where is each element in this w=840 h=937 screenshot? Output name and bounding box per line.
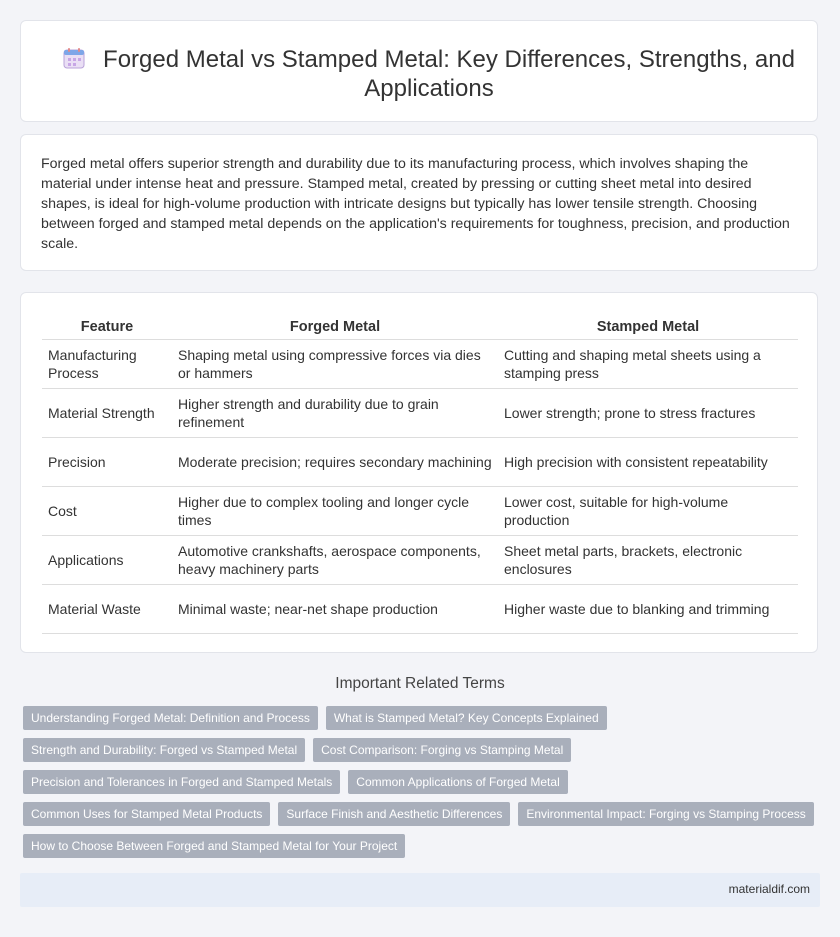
related-term-link[interactable]: Common Applications of Forged Metal [348,770,567,794]
related-term-link[interactable]: Environmental Impact: Forging vs Stamping Process [518,802,813,826]
tag-row [23,738,823,764]
table-row [42,585,798,634]
footer-site[interactable]: materialdif.com [728,882,810,896]
table-header-row [42,315,798,340]
cell-feature: Manufacturing Process [42,340,172,389]
header-feature: Feature [42,315,172,340]
tag-row [23,706,823,732]
calendar-icon [63,47,85,69]
related-term-link[interactable]: Precision and Tolerances in Forged and Stamped Metals [23,770,340,794]
cell-stamped: Sheet metal parts, brackets, electronic enclosures [498,536,798,585]
cell-forged: Higher due to complex tooling and longer cycle times [172,487,498,536]
cell-feature: Material Strength [42,389,172,438]
cell-forged: Minimal waste; near-net shape production [172,585,498,634]
cell-forged: Shaping metal using compressive forces via dies or hammers [172,340,498,389]
tag-row [23,834,823,860]
related-term-link[interactable]: What is Stamped Metal? Key Concepts Explained [326,706,607,730]
cell-stamped: Lower strength; prone to stress fractures [498,389,798,438]
related-term-link[interactable]: Common Uses for Stamped Metal Products [23,802,270,826]
cell-feature: Cost [42,487,172,536]
header-stamped: Stamped Metal [498,315,798,340]
cell-feature: Material Waste [42,585,172,634]
tag-row [23,802,823,828]
cell-feature: Precision [42,438,172,487]
table-row [42,340,798,389]
related-term-link[interactable]: Understanding Forged Metal: Definition and Process [23,706,318,730]
related-terms-heading: Important Related Terms [335,675,505,692]
related-term-link[interactable]: Cost Comparison: Forging vs Stamping Metal [313,738,571,762]
footer [20,873,820,907]
tag-row [23,770,823,796]
title-card [20,20,818,122]
cell-feature: Applications [42,536,172,585]
table-row [42,536,798,585]
title-line-1: Forged Metal vs Stamped Metal: Key Differences, Strengths, and [103,46,795,73]
cell-forged: Moderate precision; requires secondary machining [172,438,498,487]
cell-stamped: Cutting and shaping metal sheets using a stamping press [498,340,798,389]
title-line-2: Applications [364,75,494,102]
table-row [42,438,798,487]
intro-text: Forged metal offers superior strength and durability due to its manufacturing process, which involves shaping the material under intense heat and pressure. Stamped metal, created by pressing or cutting sheet metal into desired shapes, is ideal for high-volume production with intricate designs but typically has lower tensile strength. Choosing between forged and stamped metal depends on the application's requirements for toughness, precision, and production scale. [41,156,790,252]
cell-forged: Automotive crankshafts, aerospace components, heavy machinery parts [172,536,498,585]
comparison-card [20,292,818,653]
cell-stamped: High precision with consistent repeatability [498,438,798,487]
table-row [42,389,798,438]
comparison-table [42,315,798,634]
header-forged: Forged Metal [172,315,498,340]
related-term-link[interactable]: How to Choose Between Forged and Stamped Metal for Your Project [23,834,405,858]
intro-card [20,134,818,271]
page-title [61,45,797,103]
related-term-link[interactable]: Surface Finish and Aesthetic Differences [278,802,510,826]
cell-stamped: Higher waste due to blanking and trimming [498,585,798,634]
cell-stamped: Lower cost, suitable for high-volume production [498,487,798,536]
related-terms-list [23,706,823,866]
cell-forged: Higher strength and durability due to grain refinement [172,389,498,438]
related-term-link[interactable]: Strength and Durability: Forged vs Stamped Metal [23,738,305,762]
table-row [42,487,798,536]
